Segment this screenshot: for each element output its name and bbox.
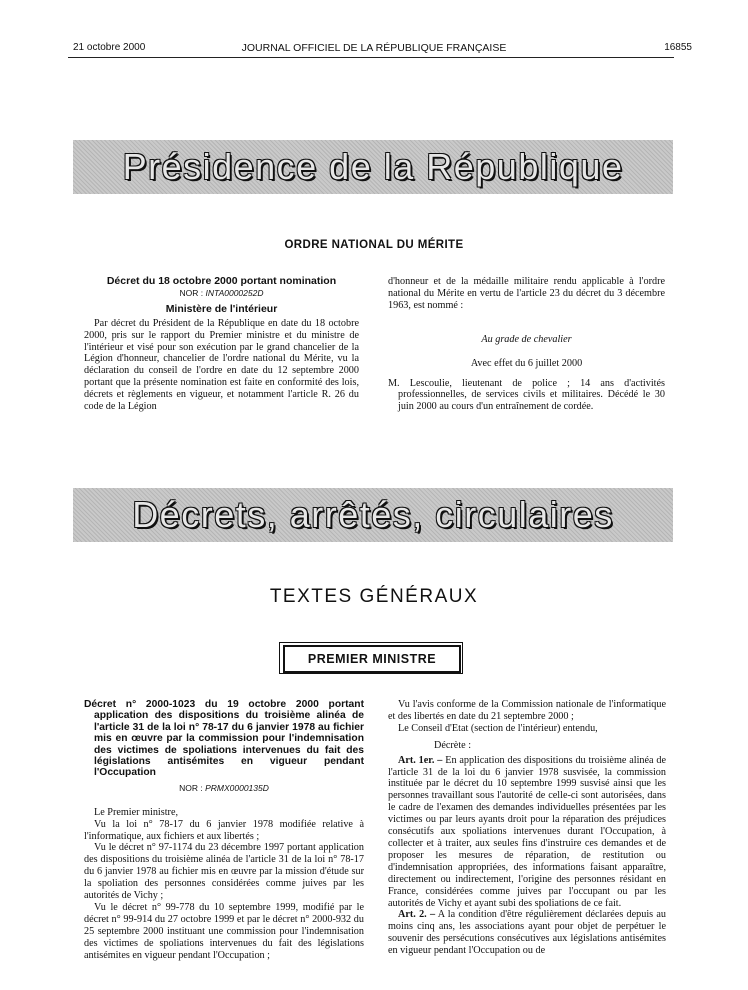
decree2-right-column (388, 699, 666, 957)
decree2-left-body (84, 807, 364, 962)
article-1-text: En application des dispositions du troisième alinéa de l'article 31 de la loi du 6 janvier 1978 susvisée, la commission instituée par le décret du 10 septembre 1999 susvisé ainsi que les personnes travaillant sous l'autorité de celle-ci sont autorisées, dans le cadre de l'examen des demandes individuelles présentées par les victimes ou par leurs ayants droit pour la réparation des préjudices consécutifs aux spoliations intervenues durant l'Occupation, à collecter et à traiter, aux seules fins d'instruire ces demandes et de proposer les mesures de réparation, de restitution ou d'indemnisation appropriées, des informations faisant apparaître, directement ou indirectement, l'origine des personnes résidant en France, considérées comme juives par l'occupant ou par les autorités de Vichy et ayant subi des spoliations de ce fait. (388, 754, 667, 909)
decree1-body: Par décret du Président de la République en date du 18 octobre 2000, pris sur le rapport du Premier ministre et du ministre de l'intérieur et visé pour son exécution par le grand chancelier de la Légion d'honneur, chancelier de l'ordre national du Mérite, vu la déclaration du conseil de l'ordre en date du 12 septembre 2000 portant que la présente nomination est faite en conformité des lois, décrets et règlements en vigueur, et notamment l'article R. 26 du code de la Légion (84, 317, 359, 413)
decree1-title: Décret du 18 octobre 2000 portant nomination (106, 275, 337, 287)
decree1-body-cont: d'honneur et de la médaille militaire rendu applicable à l'ordre national du Mérite en vertu de l'article 23 du décret du 3 décembre 1963, est nommé : (388, 276, 665, 311)
decree1-left-column (84, 276, 359, 413)
order-title: ORDRE NATIONAL DU MÉRITE (284, 239, 464, 251)
nor-code: PRMX0000135D (205, 782, 269, 793)
article-2 (388, 909, 666, 957)
decree1-nor (84, 288, 359, 300)
header-rule (68, 57, 674, 58)
nor-code: INTA0000252D (205, 287, 264, 298)
decree1-grade: Au grade de chevalier (481, 333, 572, 345)
banner-text: Décrets, arrêtés, circulaires (132, 494, 614, 535)
section-banner-decrets (73, 488, 673, 542)
ministry-name: PREMIER MINISTRE (307, 652, 437, 666)
decrete-line: Décrète : (434, 739, 472, 751)
decree2-nor (84, 783, 364, 795)
article-1-label: Art. 1er. – (398, 754, 443, 766)
article-1 (388, 755, 666, 910)
header-date: 21 octobre 2000 (73, 42, 146, 53)
paragraph: Vu le décret n° 99-778 du 10 septembre 1999, modifié par le décret n° 99-914 du 27 octobre 1999 et par le décret n° 2000-932 du 25 septembre 2000 instituant une commission pour l'indemnisation des victimes de spoliations intervenues du fait des législations antisémites en vigueur pendant l'Occupation ; (84, 902, 364, 961)
section-title: TEXTES GÉNÉRAUX (269, 586, 479, 607)
page-number: 16855 (664, 42, 692, 53)
section-banner-presidence (73, 140, 673, 194)
journal-title: JOURNAL OFFICIEL DE LA RÉPUBLIQUE FRANÇAISE (241, 42, 507, 54)
nor-label: NOR : (179, 287, 204, 298)
decree1-person: M. Lescoulie, lieutenant de police ; 14 ans d'activités professionnelles, de services civils et militaires. Décédé le 30 juin 2000 au cours d'un entraînement de cordée. (388, 377, 665, 413)
decree2-left-column (84, 699, 364, 962)
paragraph: Le Conseil d'Etat (section de l'intérieur) entendu, (398, 722, 598, 734)
banner-text: Présidence de la République (122, 146, 624, 187)
nor-label: NOR : (179, 782, 203, 793)
decree1-effect: Avec effet du 6 juillet 2000 (470, 357, 583, 369)
paragraph: Le Premier ministre, (94, 806, 179, 818)
article-2-text: A la condition d'être régulièrement déclarées depuis au moins cinq ans, les associations ayant pour objet de perpétuer le souvenir des persécutions consécutives aux législations antisémites en vigueur pendant l'Occupation ou de (388, 909, 666, 957)
decree2-title: Décret n° 2000-1023 du 19 octobre 2000 portant application des dispositions du troisième alinéa de l'article 31 de la loi n° 78-17 du 6 janvier 1978 au fichier mis en œuvre par la commission pour l'indemnisation des victimes de spoliations intervenues du fait des législations antisémites en vigueur pendant l'Occupation (84, 699, 364, 779)
decree1-ministry: Ministère de l'intérieur (165, 302, 278, 315)
article-2-label: Art. 2. – (398, 909, 436, 921)
paragraph: Vu la loi n° 78-17 du 6 janvier 1978 modifiée relative à l'informatique, aux fichiers et aux libertés ; (84, 818, 364, 842)
paragraph: Vu l'avis conforme de la Commission nationale de l'informatique et des libertés en date du 21 septembre 2000 ; (388, 699, 666, 722)
ministry-box (283, 645, 461, 673)
paragraph: Vu le décret n° 97-1174 du 23 décembre 1997 portant application des dispositions du troisième alinéa de l'article 31 de la loi n° 78-17 du 6 janvier 1978 au fichier mis en œuvre par la mission d'étude sur la spoliation des personnes considérées comme juives par les autorités de Vichy ; (84, 842, 364, 902)
decree1-right-column (388, 276, 665, 413)
